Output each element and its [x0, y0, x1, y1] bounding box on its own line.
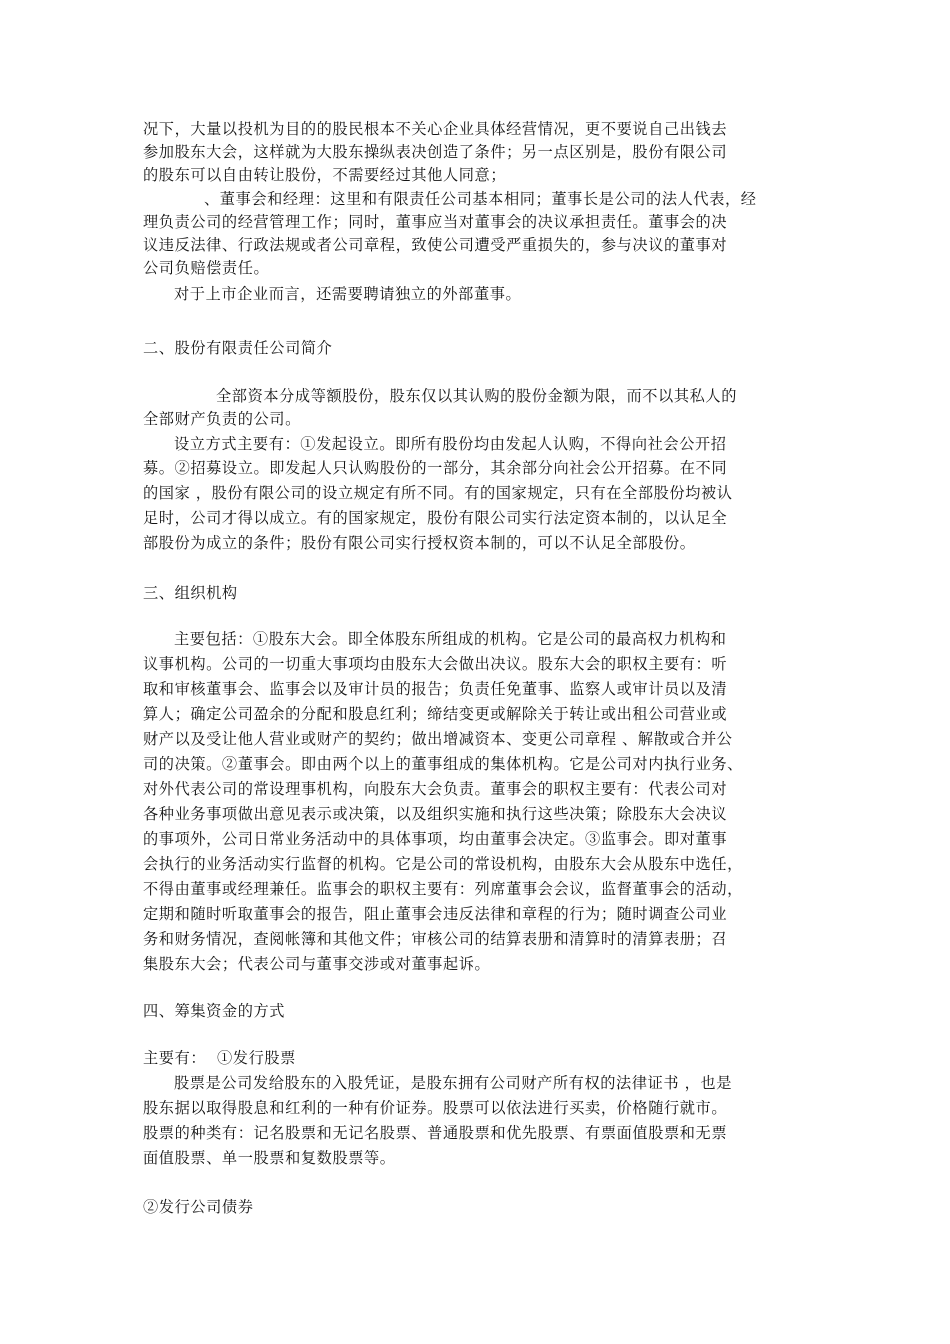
paragraph-line: 、董事会和经理：这里和有限责任公司基本相同；董事长是公司的法人代表，经 [204, 190, 757, 208]
section-heading: 四、筹集资金的方式 [143, 1002, 286, 1020]
paragraph-line: 设立方式主要有：①发起设立。即所有股份均由发起人认购，不得向社会公开招 [174, 435, 727, 453]
paragraph-line: 全部资本分成等额股份，股东仅以其认购的股份金额为限，而不以其私人的 [216, 387, 737, 405]
paragraph-line: 主要有： ①发行股票 [143, 1049, 296, 1067]
paragraph-line: 股票的种类有：记名股票和无记名股票、普通股票和优先股票、有票面值股票和无票 [143, 1124, 728, 1142]
paragraph-line: 的事项外，公司日常业务活动中的具体事项，均由董事会决定。③监事会。即对董事 [143, 830, 728, 848]
paragraph-line: 股东据以取得股息和红利的一种有价证券。股票可以依法进行买卖，价格随行就市。 [143, 1099, 728, 1117]
paragraph-line: 集股东大会；代表公司与董事交涉或对董事起诉。 [143, 955, 491, 973]
paragraph-line: 各种业务事项做出意见表示或决策，以及组织实施和执行这些决策；除股东大会决议 [143, 805, 728, 823]
paragraph-line: 取和审核董事会、监事会以及审计员的报告；负责任免董事、监察人或审计员以及清 [143, 680, 728, 698]
paragraph-line: 议事机构。公司的一切重大事项均由股东大会做出决议。股东大会的职权主要有：听 [143, 655, 728, 673]
paragraph-line: 全部财产负责的公司。 [143, 410, 301, 428]
paragraph-line: 会执行的业务活动实行监督的机构。它是公司的常设机构，由股东大会从股东中选任， [143, 855, 743, 873]
paragraph-line: 公司负赔偿责任。 [143, 259, 270, 277]
paragraph-line: 足时，公司才得以成立。有的国家规定，股份有限公司实行法定资本制的，以认足全 [143, 509, 728, 527]
paragraph-line: 的国家 ，股份有限公司的设立规定有所不同。有的国家规定，只有在全部股份均被认 [143, 484, 733, 502]
paragraph-line: 的股东可以自由转让股份，不需要经过其他人同意； [143, 166, 507, 184]
paragraph-line: 对外代表公司的常设理事机构，向股东大会负责。董事会的职权主要有：代表公司对 [143, 780, 728, 798]
paragraph-line: 财产以及受让他人营业或财产的契约；做出增减资本、变更公司章程 、解散或合并公 [143, 730, 733, 748]
paragraph-line: 务和财务情况，查阅帐簿和其他文件；审核公司的结算表册和清算时的清算表册；召 [143, 930, 728, 948]
section-heading: 三、组织机构 [143, 584, 238, 602]
paragraph-line: 司的决策。②董事会。即由两个以上的董事组成的集体机构。它是公司对内执行业务、 [143, 755, 743, 773]
paragraph-line: 参加股东大会，这样就为大股东操纵表决创造了条件；另一点区别是，股份有限公司 [143, 143, 728, 161]
paragraph-line: 主要包括：①股东大会。即全体股东所组成的机构。它是公司的最高权力机构和 [174, 630, 727, 648]
paragraph-line: 募。②招募设立。即发起人只认购股份的一部分，其余部分向社会公开招募。在不同 [143, 459, 728, 477]
section-heading: 二、股份有限责任公司简介 [143, 339, 333, 357]
paragraph-line: 部股份为成立的条件；股份有限公司实行授权资本制的，可以不认足全部股份。 [143, 534, 696, 552]
paragraph-line: 股票是公司发给股东的入股凭证，是股东拥有公司财产所有权的法律证书 ，也是 [174, 1074, 732, 1092]
paragraph-line: 议违反法律、行政法规或者公司章程，致使公司遭受严重损失的，参与决议的董事对 [143, 236, 728, 254]
paragraph-line: 况下，大量以投机为目的的股民根本不关心企业具体经营情况，更不要说自己出钱去 [143, 120, 728, 138]
paragraph-line: ②发行公司债券 [143, 1198, 254, 1216]
paragraph-line: 算人；确定公司盈余的分配和股息红利；缔结变更或解除关于转让或出租公司营业或 [143, 705, 728, 723]
paragraph-line: 面值股票、单一股票和复数股票等。 [143, 1149, 396, 1167]
paragraph-line: 理负责公司的经营管理工作；同时，董事应当对董事会的决议承担责任。董事会的决 [143, 213, 728, 231]
paragraph-line: 对于上市企业而言，还需要聘请独立的外部董事。 [174, 285, 522, 303]
paragraph-line: 定期和随时听取董事会的报告，阻止董事会违反法律和章程的行为；随时调查公司业 [143, 905, 728, 923]
paragraph-line: 不得由董事或经理兼任。监事会的职权主要有：列席董事会会议，监督董事会的活动， [143, 880, 743, 898]
